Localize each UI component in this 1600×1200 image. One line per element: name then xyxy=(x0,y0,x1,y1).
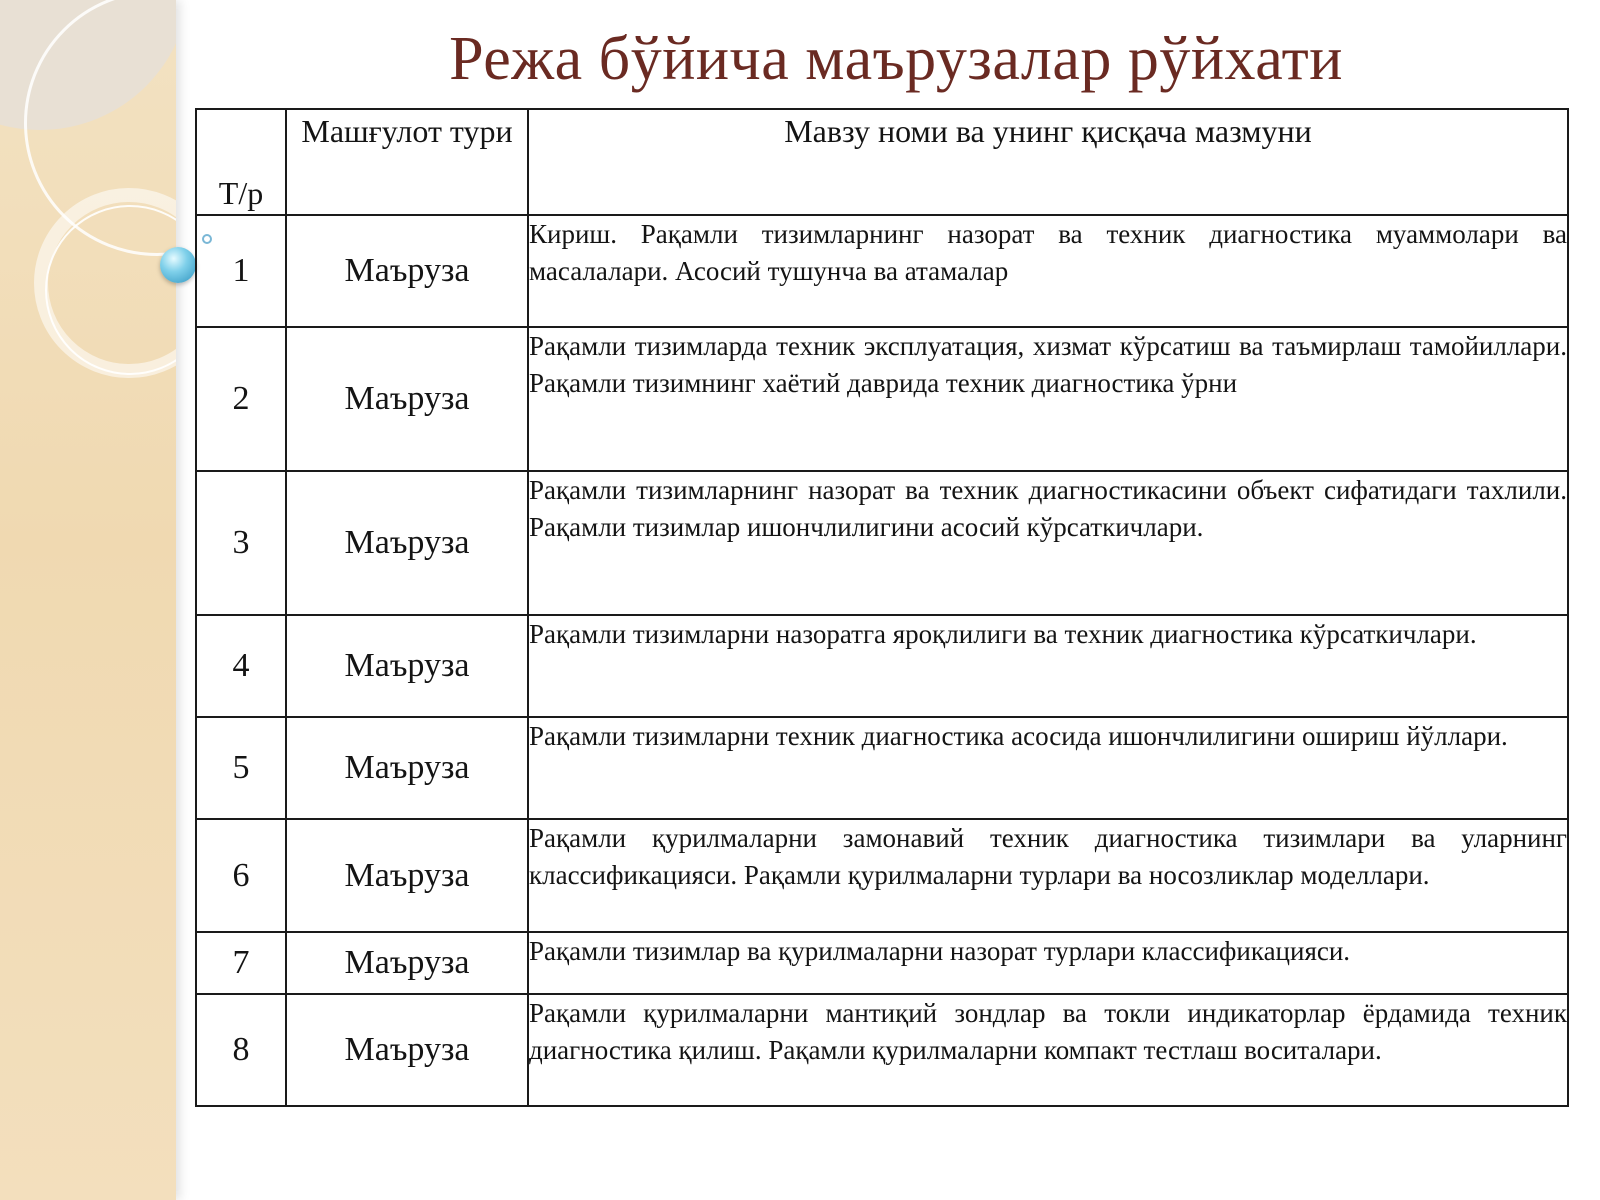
table-row xyxy=(196,215,1568,327)
row-topic: Рақамли тизимларни назоратга яроқлилиги ва техник диагностика кўрсаткичлари. xyxy=(528,615,1568,717)
row-topic: Рақамли қурилмаларни мантиқий зондлар ва токли индикаторлар ёрдамида техник диагностика қилиш. Рақамли қурилмаларни компакт тестлаш воситалари. xyxy=(528,994,1568,1106)
table-row xyxy=(196,932,1568,994)
row-type: Маъруза xyxy=(286,819,528,932)
table-row xyxy=(196,615,1568,717)
row-number: 1 xyxy=(196,215,286,327)
row-topic: Рақамли тизимларда техник эксплуатация, хизмат кўрсатиш ва таъмирлаш тамойиллари. Рақамли тизимнинг хаётий даврида техник диагностика ўрни xyxy=(528,327,1568,471)
row-topic: Рақамли тизимларни техник диагностика асосида ишончлилигини ошириш йўллари. xyxy=(528,717,1568,819)
row-type: Маъруза xyxy=(286,327,528,471)
row-topic: Кириш. Рақамли тизимларнинг назорат ва техник диагностика муаммолари ва масалалари. Асосий тушунча ва атамалар xyxy=(528,215,1568,327)
slide-title: Режа бўйича маърузалар рўйхати xyxy=(449,25,1343,93)
lecture-plan-table xyxy=(195,108,1569,1107)
row-topic: Рақамли қурилмаларни замонавий техник диагностика тизимлари ва уларнинг классификацияси. Рақамли қурилмаларни турлари ва носозликлар моделлари. xyxy=(528,819,1568,932)
row-type: Маъруза xyxy=(286,932,528,994)
row-number: 5 xyxy=(196,717,286,819)
table-row xyxy=(196,717,1568,819)
decorative-side-band xyxy=(0,0,176,1200)
row-type: Маъруза xyxy=(286,215,528,327)
row-number: 7 xyxy=(196,932,286,994)
row-number: 6 xyxy=(196,819,286,932)
table-row xyxy=(196,819,1568,932)
table-row xyxy=(196,471,1568,615)
table-row xyxy=(196,327,1568,471)
row-type: Маъруза xyxy=(286,471,528,615)
header-number: Т/р xyxy=(196,109,286,215)
header-topic: Мавзу номи ва унинг қисқача мазмуни xyxy=(528,109,1568,215)
row-number: 8 xyxy=(196,994,286,1106)
header-type: Машғулот тури xyxy=(286,109,528,215)
table-row xyxy=(196,994,1568,1106)
decorative-bead-icon xyxy=(160,247,196,283)
row-number: 3 xyxy=(196,471,286,615)
row-topic: Рақамли тизимларнинг назорат ва техник диагностикасини объект сифатидаги тахлили. Рақамли тизимлар ишончлилигини асосий кўрсаткичлари. xyxy=(528,471,1568,615)
row-type: Маъруза xyxy=(286,615,528,717)
row-topic: Рақамли тизимлар ва қурилмаларни назорат турлари классификацияси. xyxy=(528,932,1568,994)
row-type: Маъруза xyxy=(286,717,528,819)
row-type: Маъруза xyxy=(286,994,528,1106)
table-header-row xyxy=(196,109,1568,215)
row-number: 4 xyxy=(196,615,286,717)
row-number: 2 xyxy=(196,327,286,471)
